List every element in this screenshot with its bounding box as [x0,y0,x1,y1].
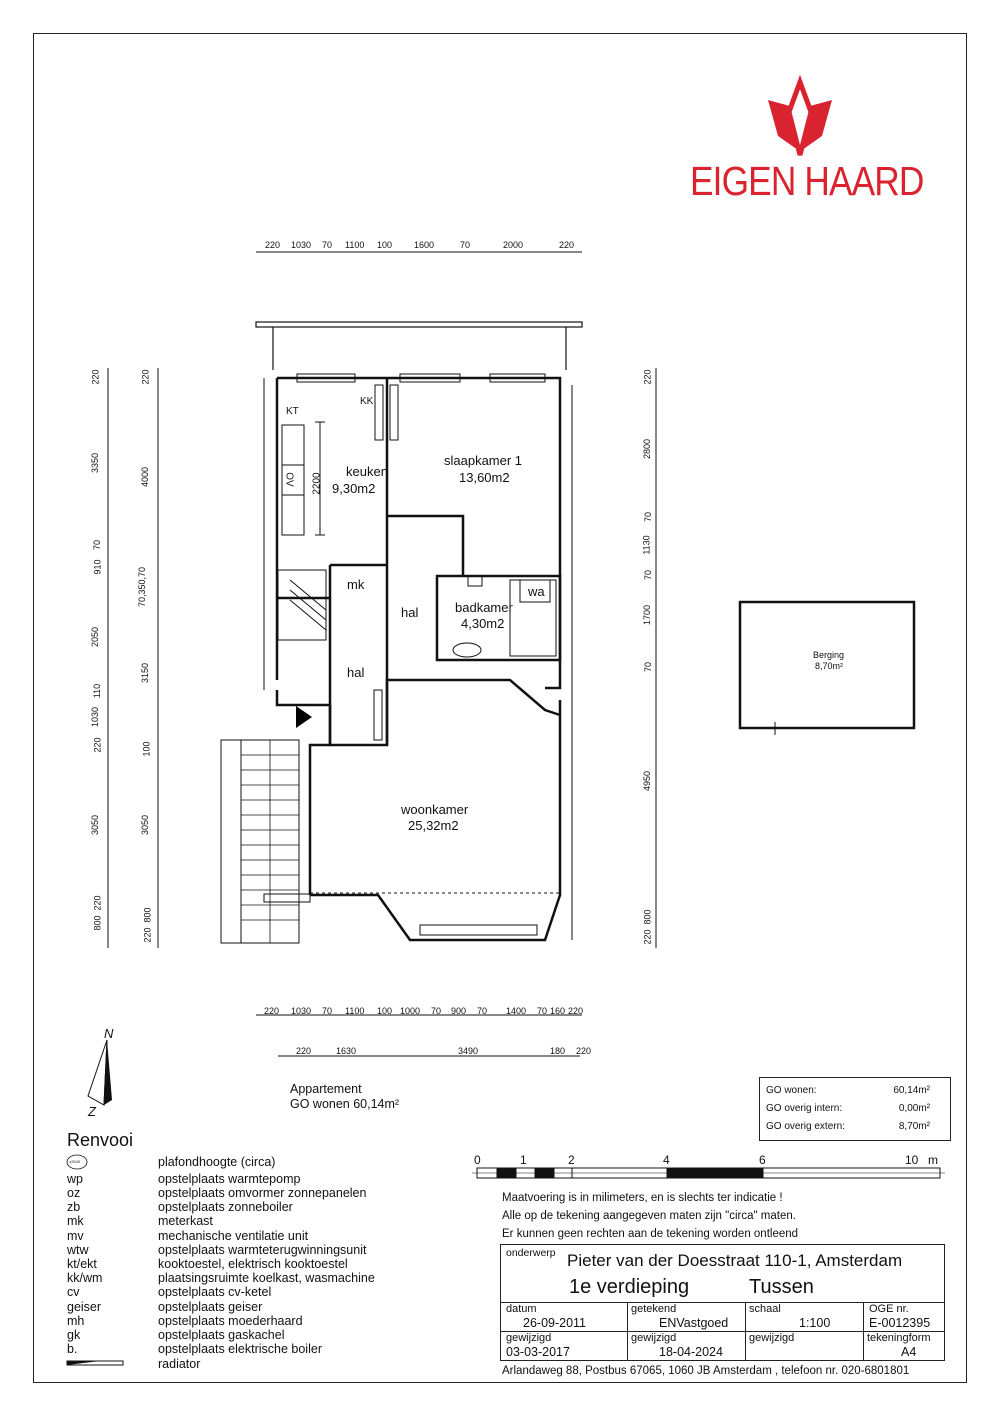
legend-desc: opstelplaats moederhaard [158,1314,303,1328]
dim-label: 70 [643,511,654,523]
dim-label: 70 [643,569,654,581]
dim-label: 160 [550,1006,566,1016]
dim-label: 1030 [291,240,312,250]
notes [502,1189,798,1243]
berging-area: 8,70m² [815,661,844,671]
datum-value: 26-09-2011 [523,1316,587,1330]
getekend-value: ENVastgoed [659,1316,729,1330]
hal-label-lower: hal [347,665,365,680]
title-block-row-2 [500,1331,945,1361]
address: Pieter van der Doesstraat 110-1, Amsterdam [567,1251,903,1270]
dim-label: 100 [377,240,393,250]
dim-label: 2000 [503,240,524,250]
go-row [766,1103,930,1117]
legend-code: wp [67,1172,83,1186]
dim-label: 1400 [506,1006,527,1016]
compass-north: N [104,1026,114,1041]
dim-label: 1630 [336,1046,357,1056]
legend-code: mk [67,1214,84,1228]
dim-label: 70 [643,661,654,673]
legend-code: kk/wm [67,1271,103,1285]
legend-desc: radiator [158,1357,201,1371]
legend-code: wtw [67,1243,89,1257]
hal-label-upper: hal [401,605,419,620]
gewijzigd-label: gewijzigd [631,1332,677,1344]
dim-label: 4950 [642,770,653,792]
dim-label: 800 [642,909,653,925]
dim-label: 220 [568,1006,584,1016]
go-label: GO overig extern: [766,1121,845,1132]
badkamer-name: badkamer [455,600,513,615]
dim-label: 3150 [140,662,151,684]
go-label: GO wonen: [766,1085,817,1096]
dim-label: 220 [140,369,151,385]
legend-desc: opstelplaats warmteterugwinningsunit [158,1243,367,1257]
gewijzigd-label: gewijzigd [506,1332,552,1344]
legend-desc: opstelplaats gaskachel [158,1328,285,1342]
scale-tick: 4 [663,1153,670,1167]
dim-label: 180 [550,1046,566,1056]
area-summary-box [759,1077,951,1141]
ceiling-height-icon: ±2540 [69,1159,81,1164]
title-block-header [500,1244,945,1303]
legend-desc: plaatsingsruimte koelkast, wasmachine [158,1271,375,1285]
legend-code: cv [67,1285,80,1299]
scale-unit: m [928,1153,938,1167]
house-type: Tussen [749,1276,814,1298]
eigen-haard-logo-mark [768,82,832,155]
dim-label: 1030 [90,706,101,728]
keuken-dimension: 2200 [311,472,323,495]
go-row [766,1085,930,1099]
compass-icon [88,1040,112,1105]
gewijzigd-label: gewijzigd [749,1332,795,1344]
ov-label: OV [283,472,295,487]
dim-label: 220 [142,927,153,943]
dim-label: 2800 [642,438,653,460]
note: Er kunnen geen rechten aan de tekening worden ontleend [502,1228,799,1240]
dim-label: 220 [642,369,653,385]
apartment-area: GO wonen 60,14m² [290,1097,400,1111]
dim-label: 3490 [458,1046,479,1056]
dim-label: 220 [92,737,103,753]
dim-label: 100 [141,741,152,757]
note: Alle op de tekening aangegeven maten zijn "circa" maten. [502,1210,796,1222]
gewijzigd-value: 18-04-2024 [659,1345,723,1359]
title-block-row-1 [500,1302,945,1332]
scale-bar [472,1168,945,1178]
oge-value: E-0012395 [869,1316,931,1330]
go-row [766,1121,930,1135]
dim-label: 110 [92,683,103,699]
berging-name: Berging [813,650,845,660]
legend-title: Renvooi [67,1130,134,1150]
dim-label: 800 [92,915,103,931]
floor-name: 1e verdieping [569,1276,690,1298]
dim-label: 220 [642,929,653,945]
dim-label: 70 [537,1006,548,1016]
getekend-label: getekend [631,1303,677,1315]
compass-south: Z [88,1104,96,1119]
dim-label: 70,350,70 [137,566,148,608]
go-label: GO overig intern: [766,1103,843,1114]
dim-label: 4000 [140,466,151,488]
dim-label: 3350 [90,452,101,474]
woonkamer-name: woonkamer [401,802,469,817]
mk-label: mk [347,577,365,592]
legend-desc: opstelplaats warmtepomp [158,1172,301,1186]
scale-tick: 1 [520,1153,527,1167]
scale-tick: 2 [568,1153,575,1167]
wa-label: wa [528,584,545,599]
scale-tick: 6 [759,1153,766,1167]
legend-desc: meterkast [158,1214,213,1228]
slaapkamer-area: 13,60m2 [459,470,510,485]
legend-desc: mechanische ventilatie unit [158,1229,309,1243]
legend-code: mh [67,1314,85,1328]
woonkamer-area: 25,32m2 [408,818,459,833]
dim-label: 220 [559,240,575,250]
stair-treads [241,740,299,943]
dim-label: 1100 [345,1006,365,1016]
dim-label: 3050 [140,814,151,836]
balcony [256,322,582,370]
dim-label: 220 [296,1046,312,1056]
datum-label: datum [506,1303,537,1315]
dim-label: 1030 [291,1006,312,1016]
dim-label: 70 [322,1006,333,1016]
dim-label: 1600 [414,240,435,250]
dim-label: 220 [90,369,101,385]
dim-label: 220 [92,895,103,911]
go-value: 8,70m² [898,1121,930,1132]
keuken-area: 9,30m2 [332,481,376,496]
legend-code: kt/ekt [67,1257,97,1271]
badkamer-area: 4,30m2 [461,616,505,631]
keuken-name: keuken [346,464,388,479]
legend-desc: kooktoestel, elektrisch kooktoestel [158,1257,348,1271]
entrance-arrow-icon [296,706,312,728]
scale-tick: 0 [474,1153,481,1167]
dim-label: 70 [322,240,333,250]
dim-label: 1000 [400,1006,421,1016]
gewijzigd-value: 03-03-2017 [506,1345,570,1359]
dim-label: 70 [477,1006,488,1016]
slaapkamer-name: slaapkamer 1 [444,453,523,468]
dim-label: 220 [265,240,281,250]
legend-code: geiser [67,1300,102,1314]
brand-name: EIGEN HAARD [690,158,924,204]
dim-label: 220 [264,1006,280,1016]
legend-desc: opstelplaats elektrische boiler [158,1342,322,1356]
dim-label: 220 [576,1046,592,1056]
dim-label: 70 [460,240,471,250]
apartment-type: Appartement [290,1082,362,1096]
dim-label: 3050 [90,814,101,836]
kt-label: KT [286,406,299,417]
dim-label: 70 [92,539,103,551]
legend-code: b. [67,1342,78,1356]
schaal-value: 1:100 [799,1316,831,1330]
tekeningform-label: tekeningform [867,1332,931,1344]
tekeningform-value: A4 [901,1345,917,1359]
note: Maatvoering is in milimeters, en is slechts ter indicatie ! [502,1192,783,1204]
dim-label: 800 [142,907,153,923]
legend-desc: plafondhoogte (circa) [158,1155,276,1169]
legend-code: oz [67,1186,81,1200]
legend-code: zb [67,1200,81,1214]
dim-label: 2050 [90,626,101,648]
dim-label: 100 [377,1006,393,1016]
legend-desc: opstelplaats cv-ketel [158,1285,272,1299]
dim-label: 900 [451,1006,467,1016]
left-dimension-lines [108,368,656,948]
scale-tick: 10 [905,1153,919,1167]
legend-code: gk [67,1328,81,1342]
dim-label: 910 [92,559,103,575]
legend-code: mv [67,1229,84,1243]
schaal-label: schaal [749,1303,781,1315]
go-value: 60,14m² [893,1085,930,1096]
legend-desc: opstelplaats zonneboiler [158,1200,293,1214]
apartment-info [290,1082,399,1112]
kk-label: KK [360,396,374,407]
dim-label: 1130 [641,535,652,555]
footer-address: Arlandaweg 88, Postbus 67065, 1060 JB Amsterdam , telefoon nr. 020-6801801 [502,1365,910,1377]
dim-label: 70 [431,1006,442,1016]
dim-label: 1100 [345,240,365,250]
legend-desc: opstelplaats geiser [158,1300,263,1314]
onderwerp-label: onderwerp [506,1247,556,1259]
legend-desc: opstelplaats omvormer zonnepanelen [158,1186,367,1200]
dim-label: 1700 [642,604,653,626]
oge-label: OGE nr. [869,1303,909,1315]
go-value: 0,00m² [898,1103,930,1114]
